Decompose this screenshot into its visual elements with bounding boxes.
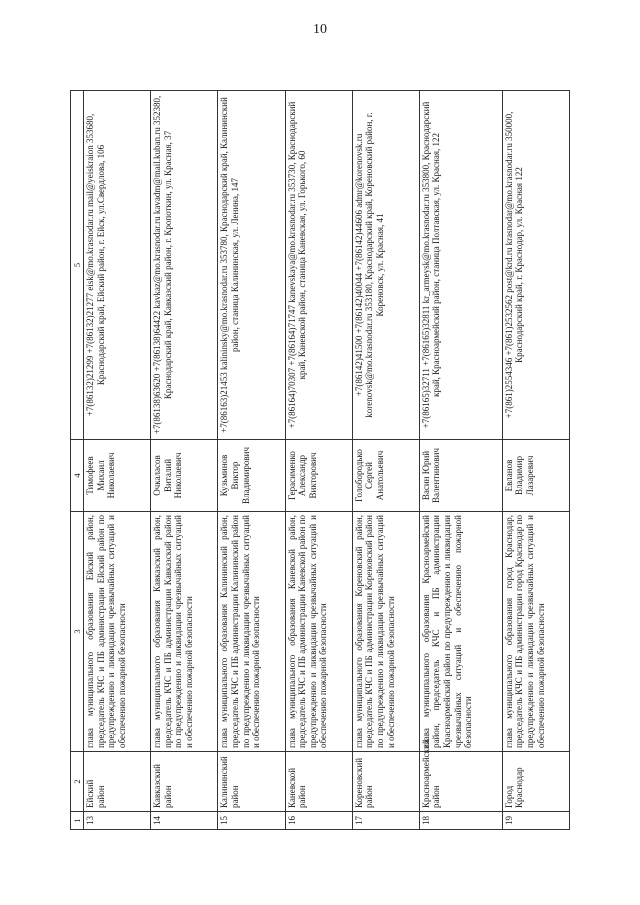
table-row	[419, 91, 502, 830]
district-cell: Калининский район	[218, 752, 285, 812]
header-cell: 5	[71, 91, 84, 440]
position-cell: глава муниципального образования Кавказский район, председатель КЧС и ПБ администрации Кавказский район по предупреждению и ликвидации чрезвычайных ситуаций и обеспечению пожарной безопасности	[151, 512, 218, 752]
page-number: 10	[313, 22, 327, 37]
name-cell: Голобородько Сергей Анатольевич	[352, 440, 419, 512]
header-cell: 2	[71, 752, 84, 812]
header-row	[71, 91, 84, 830]
district-cell: Кавказский район	[151, 752, 218, 812]
header-cell: 3	[71, 512, 84, 752]
name-cell: Тимофеев Михаил Николаевич	[84, 440, 151, 512]
table-row	[84, 91, 151, 830]
district-cell: Город Краснодар	[502, 752, 569, 812]
name-cell: Евланов Владимир Лазаревич	[502, 440, 569, 512]
contacts-cell: +7(86138)63620 +7(86138)64422 kavkaz@mo.krasnodar.ru kavadm@mail.kuban.ru 352380, Краснодарский край, Кавказский район, г. Кропоткин, ул. Красная, 37	[151, 91, 218, 440]
row-number: 18	[419, 812, 502, 830]
row-number: 19	[502, 812, 569, 830]
row-number: 13	[84, 812, 151, 830]
district-cell: Каневской район	[285, 752, 352, 812]
position-cell: глава муниципального образования Красноармейский район, председатель КЧС и ПБ администрации Красноармейский район по предупреждению и ликвидации чрезвычайных ситуаций и обеспечению пожарной безопасности	[419, 512, 502, 752]
table-row	[285, 91, 352, 830]
row-number: 14	[151, 812, 218, 830]
district-cell: Ейский район	[84, 752, 151, 812]
table-row	[218, 91, 285, 830]
table-row	[502, 91, 569, 830]
name-cell: Очкаласов Виталий Николаевич	[151, 440, 218, 512]
contacts-cell: +7(86163)21453 kalininsky@mo.krasnodar.ru 353780, Краснодарский край, Калининский район, станица Калининская, ул. Ленина, 147	[218, 91, 285, 440]
contacts-cell: +7(86142)41500 +7(86142)40044 +7(86142)44606 admr@korenovsk.ru korenovsk@mo.krasnodar.ru 353180, Краснодарский край, Кореновский район, г. Кореновск, ул. Красная, 41	[352, 91, 419, 440]
position-cell: глава муниципального образования Ейский район, председатель КЧС и ПБ администрации Ейский район по предупреждению и ликвидации чрезвычайных ситуаций и обеспечению пожарной безопасности	[84, 512, 151, 752]
position-cell: глава муниципального образования Калининский район, председатель КЧС и ПБ администрации Калининский район по предупреждению и ликвидации чрезвычайных ситуаций и обеспечению пожарной безопасности	[218, 512, 285, 752]
table-row	[352, 91, 419, 830]
position-cell: глава муниципального образования город Краснодар, председатель КЧС и ПБ администрации город Краснодар по предупреждению и ликвидации чрезвычайных ситуаций и обеспечению пожарной безопасности	[502, 512, 569, 752]
row-number: 15	[218, 812, 285, 830]
table-container	[70, 90, 570, 830]
table-row	[151, 91, 218, 830]
contacts-cell: +7(861)2554346 +7(861)2532562 post@krd.ru krasnodar@mo.krasnodar.ru 350000, Краснодарский край, г. Краснодар, ул. Красная 122	[502, 91, 569, 440]
row-number: 17	[352, 812, 419, 830]
contacts-cell: +7(86164)70307 +7(86164)71747 kanevskaya@mo.krasnodar.ru 353730, Краснодарский край, Каневской район, станица Каневская, ул. Горького, 60	[285, 91, 352, 440]
officials-table	[70, 90, 570, 830]
contacts-cell: +7(86165)32711 +7(86165)32811 kr_armeysk@mo.krasnodar.ru 353800, Краснодарский край, Красноармейский район, станица Полтавская, ул. Красная, 122	[419, 91, 502, 440]
district-cell: Кореновский район	[352, 752, 419, 812]
district-cell: Красноармейский район	[419, 752, 502, 812]
position-cell: глава муниципального образования Кореновский район, председатель КЧС и ПБ администрации Кореновский район по предупреждению и ликвидации чрезвычайных ситуаций и обеспечению пожарной безопасности	[352, 512, 419, 752]
name-cell: Васин Юрий Валентинович	[419, 440, 502, 512]
name-cell: Кузьминов Виктор Владимирович	[218, 440, 285, 512]
header-cell: 1	[71, 812, 84, 830]
row-number: 16	[285, 812, 352, 830]
header-cell: 4	[71, 440, 84, 512]
name-cell: Герасименко Александр Викторович	[285, 440, 352, 512]
position-cell: глава муниципального образования Каневской район, председатель КЧС и ПБ администрации Каневской район по предупреждению и ликвидации чрезвычайных ситуаций и обеспечению пожарной безопасности	[285, 512, 352, 752]
contacts-cell: +7(86132)21299 +7(86132)21277 eisk@mo.krasnodar.ru mail@yeiskraion 353680, Краснодарский край, Ейский район, г. Ейск, ул.Свердлова, 106	[84, 91, 151, 440]
